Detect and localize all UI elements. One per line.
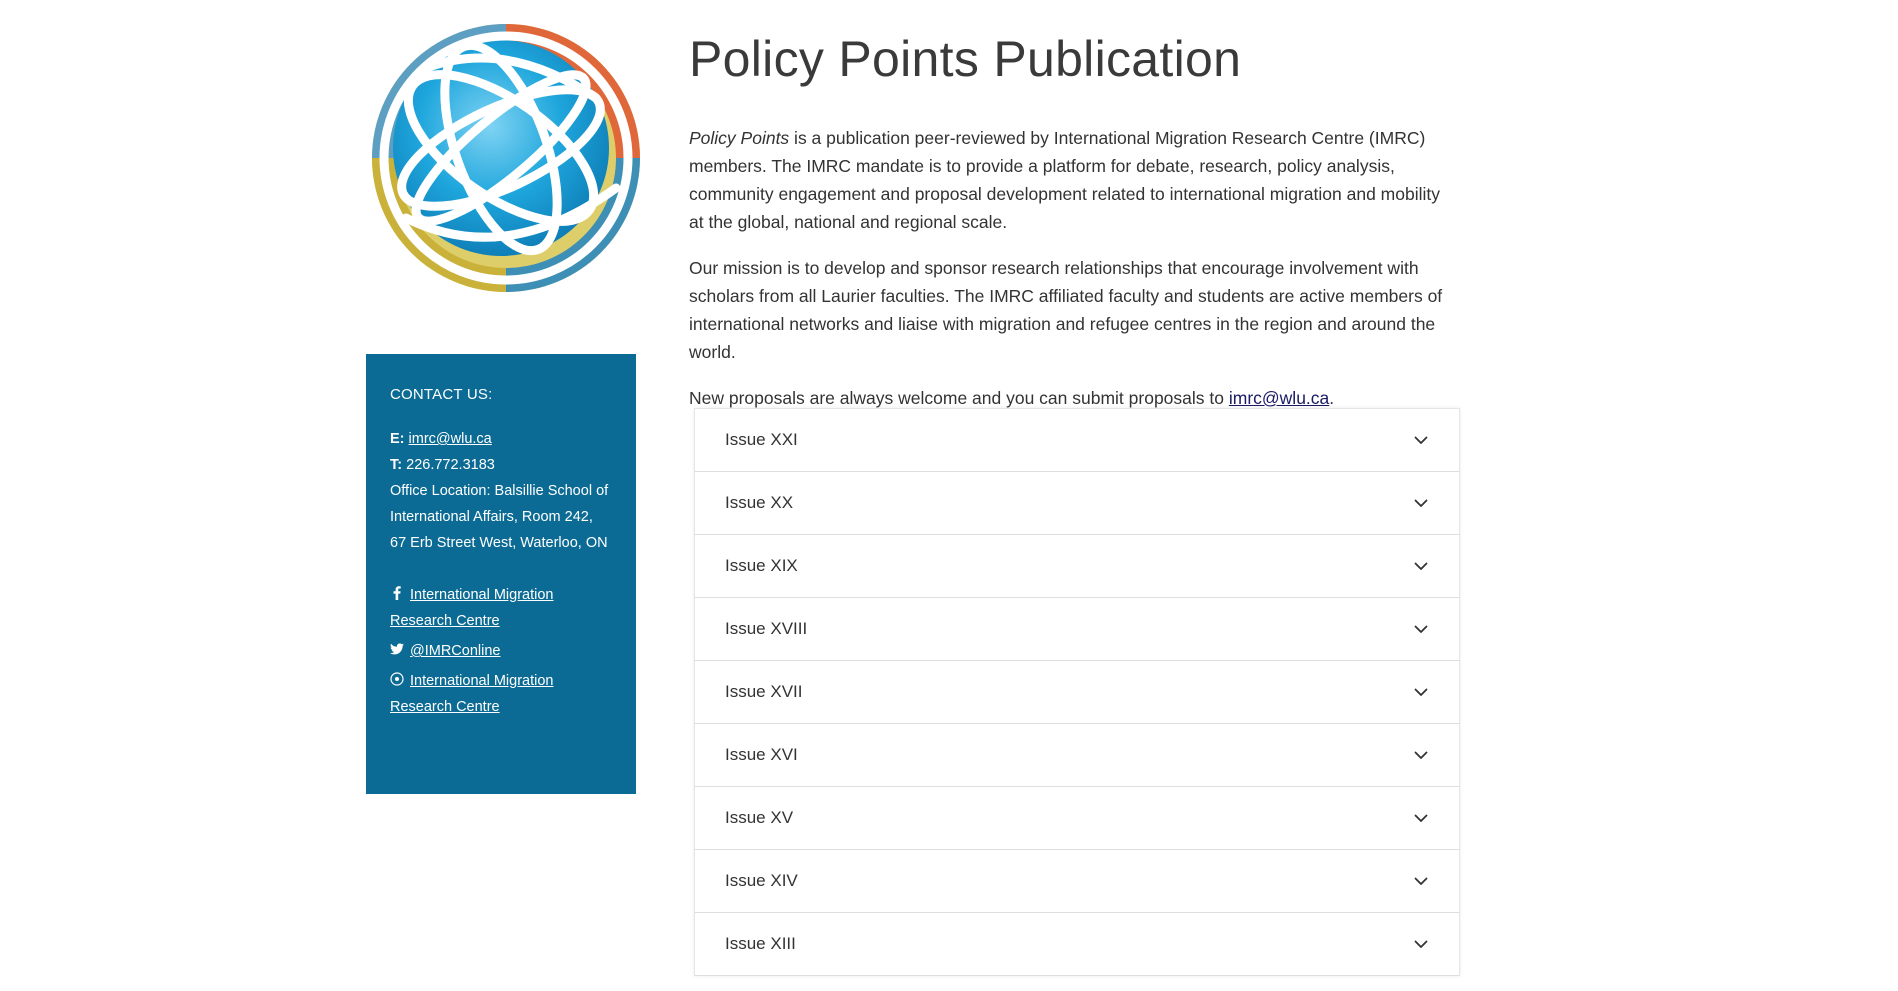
accordion-item-issue-xviii[interactable]: [694, 598, 1460, 661]
intro-paragraph-2: Our mission is to develop and sponsor research relationships that encourage involvement with scholars from all Laurier faculties. The IMRC affiliated faculty and students are active members of international networks and liaise with migration and refugee centres in the region and around the world.: [689, 258, 1443, 362]
twitter-item: [390, 638, 612, 664]
email-label: E:: [390, 431, 405, 447]
policy-points-italic: Policy Points: [689, 128, 790, 148]
website-item: [390, 668, 612, 720]
main-content: [689, 20, 1459, 430]
accordion-label: Issue XIII: [725, 934, 796, 953]
contact-phone: 226.772.3183: [406, 457, 495, 473]
accordion-label: Issue XVII: [725, 682, 803, 701]
issues-accordion: [694, 408, 1460, 976]
accordion-item-issue-xvi[interactable]: [694, 724, 1460, 787]
chevron-down-icon[interactable]: [1413, 810, 1429, 826]
intro-p3-prefix: New proposals are always welcome and you can submit proposals to: [689, 388, 1229, 408]
chevron-down-icon[interactable]: [1413, 936, 1429, 952]
accordion-label: Issue XVIII: [725, 619, 808, 638]
contact-phone-line: [390, 452, 612, 478]
contact-heading: CONTACT US:: [390, 386, 493, 403]
accordion-label: Issue XVI: [725, 745, 798, 764]
page-title: Policy Points Publication: [689, 31, 1242, 87]
chevron-down-icon[interactable]: [1413, 873, 1429, 889]
chevron-down-icon[interactable]: [1413, 747, 1429, 763]
globe-icon: [390, 672, 404, 686]
accordion-item-issue-xiii[interactable]: [694, 913, 1460, 976]
contact-email-link[interactable]: imrc@wlu.ca: [408, 431, 492, 447]
contact-office: Office Location: Balsillie School of International Affairs, Room 242, 67 Erb Street West, Waterloo, ON: [390, 483, 609, 551]
chevron-down-icon[interactable]: [1413, 495, 1429, 511]
chevron-down-icon[interactable]: [1413, 558, 1429, 574]
chevron-down-icon[interactable]: [1413, 621, 1429, 637]
accordion-item-issue-xvii[interactable]: [694, 661, 1460, 724]
accordion-item-issue-xiv[interactable]: [694, 850, 1460, 913]
phone-label: T:: [390, 457, 403, 473]
accordion-item-issue-xv[interactable]: [694, 787, 1460, 850]
proposals-email-link[interactable]: imrc@wlu.ca: [1228, 388, 1330, 408]
accordion-label: Issue XV: [725, 808, 794, 827]
chevron-down-icon[interactable]: [1413, 432, 1429, 448]
accordion-item-issue-xxi[interactable]: [694, 409, 1460, 472]
facebook-icon: [390, 586, 404, 600]
contact-email-line: [390, 426, 612, 452]
chevron-down-icon[interactable]: [1413, 684, 1429, 700]
facebook-item: [390, 582, 612, 634]
accordion-label: Issue XIV: [725, 871, 798, 890]
twitter-icon: [390, 642, 404, 656]
accordion-label: Issue XIX: [725, 556, 798, 575]
intro-p1-text: is a publication peer-reviewed by International Migration Research Centre (IMRC) members. The IMRC mandate is to provide a platform for debate, research, policy analysis, community engagement and proposal development related to international migration and mobility at the global, national and regional scale.: [689, 128, 1440, 232]
facebook-link[interactable]: International Migration Research Centre: [390, 587, 554, 629]
contact-card: [366, 354, 636, 794]
twitter-link[interactable]: @IMRConline: [410, 643, 501, 659]
accordion-label: Issue XXI: [725, 430, 798, 449]
intro-p3-suffix: .: [1329, 388, 1335, 408]
accordion-item-issue-xix[interactable]: [694, 535, 1460, 598]
accordion-item-issue-xx[interactable]: [694, 472, 1460, 535]
imrc-globe-logo: [366, 18, 646, 298]
website-link[interactable]: International Migration Research Centre: [390, 673, 554, 715]
social-links: [390, 582, 612, 720]
accordion-label: Issue XX: [725, 493, 794, 512]
intro-paragraph-1: [689, 124, 1459, 236]
